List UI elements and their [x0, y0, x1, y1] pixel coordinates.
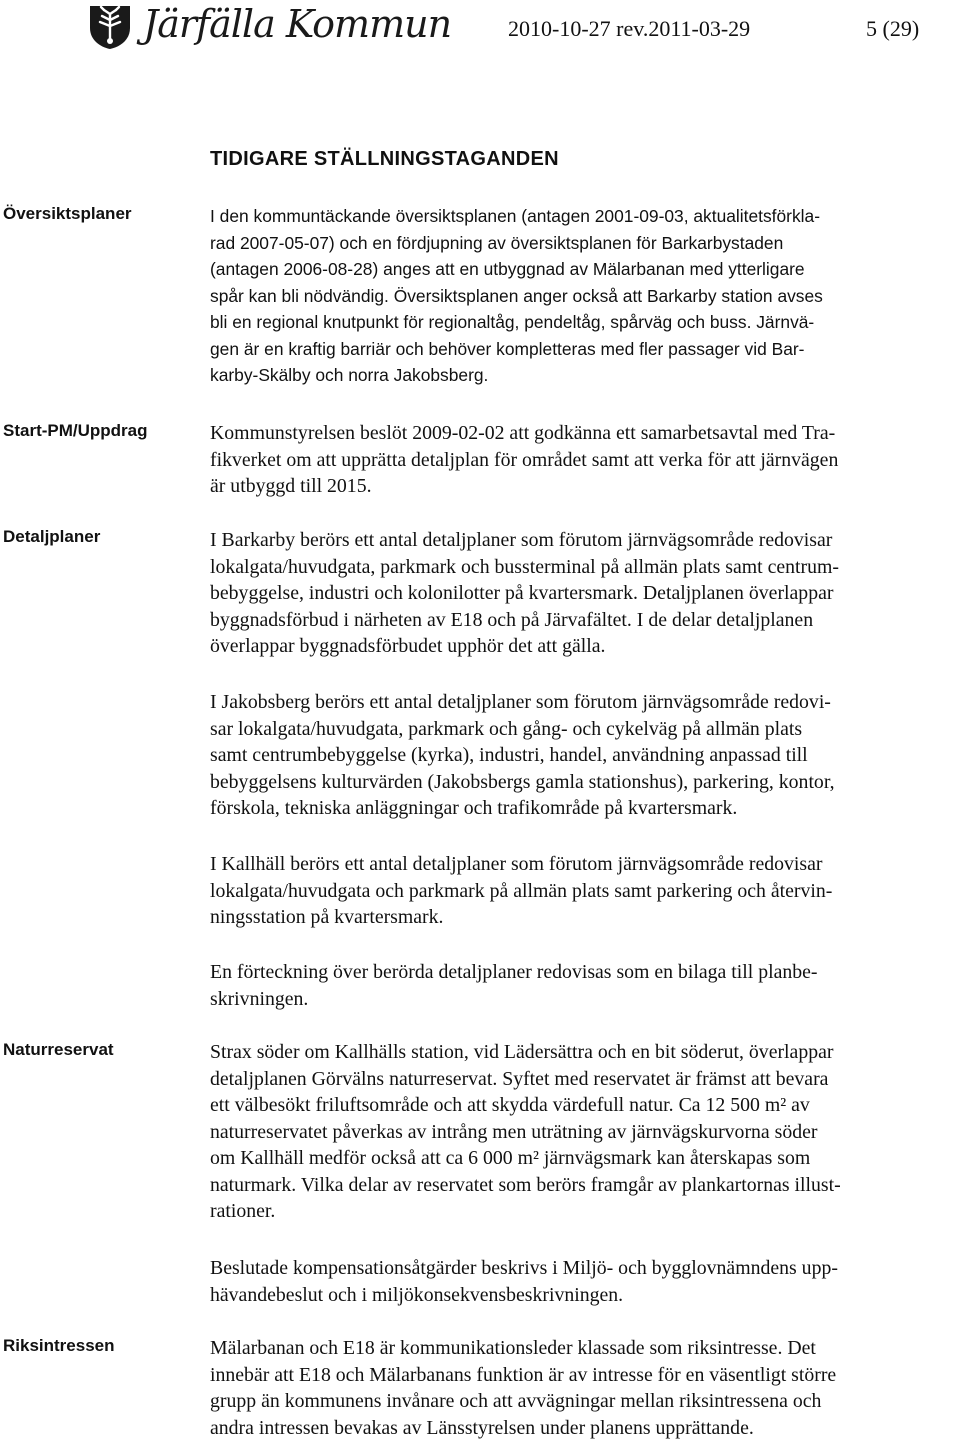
text-line: Beslutade kompensationsåtgärder beskrivs i Miljö- och bygglovnämndens upp-	[210, 1257, 838, 1279]
text-line: grupp än kommunens invånare och att avvägningar mellan riksintressena och	[210, 1390, 822, 1412]
text-line: En förteckning över berörda detaljplaner redovisas som en bilaga till planbe-	[210, 961, 818, 983]
side-label-naturreservat: Naturreservat	[3, 1040, 114, 1059]
text-line: fikverket om att upprätta detaljplan för området samt att verka för att järnvägen	[210, 448, 839, 471]
text-line: bli en regional knutpunkt för regionaltåg, pendeltåg, spårväg och buss. Järnvä-	[210, 312, 815, 332]
text-line: karby-Skälby och norra Jakobsberg.	[210, 365, 489, 385]
paragraph-oversiktsplaner	[210, 203, 955, 389]
text-line: förskola, tekniska anläggningar och trafikområde på kvartersmark.	[210, 797, 738, 819]
paragraph-naturreservat	[210, 1039, 955, 1225]
paragraph-detaljplaner-kallhall	[210, 851, 955, 931]
paragraph-start-pm	[210, 420, 955, 500]
side-label-detaljplaner: Detaljplaner	[3, 527, 101, 546]
text-line: andra intressen bevakas av Länsstyrelsen under planens upprättande.	[210, 1416, 754, 1439]
text-line: skrivningen.	[210, 987, 309, 1010]
text-line: Strax söder om Kallhälls station, vid Lädersättra och en bit söderut, överlappar	[210, 1041, 834, 1063]
text-line: naturreservatet påverkas av intrång men uträtning av järnvägskurvorna söder	[210, 1120, 818, 1143]
text-line: ningsstation på kvartersmark.	[210, 906, 444, 928]
text-line: lokalgata/huvudgata, parkmark och bussterminal på allmän plats samt centrum-	[210, 555, 839, 578]
text-line: sar lokalgata/huvudgata, parkmark och gång- och cykelväg på allmän plats	[210, 717, 803, 740]
text-line: om Kallhäll medför också att ca 6 000 m² järnvägsmark kan återskapas som	[210, 1147, 811, 1169]
text-line: rad 2007-05-07) och en fördjupning av översiktsplanen för Barkarbystaden	[210, 232, 784, 253]
text-line: gen är en kraftig barriär och behöver kompletteras med fler passager vid Bar-	[210, 338, 805, 359]
paragraph-kompensationsatgarder	[210, 1255, 955, 1308]
document-date: 2010-10-27 rev.2011-03-29	[508, 16, 751, 41]
text-line: spår kan bli nödvändig. Översiktsplanen anger också att Barkarby station avses	[210, 285, 823, 306]
paragraph-detaljplaner-bilaga	[210, 959, 955, 1012]
page-header	[0, 0, 960, 60]
text-line: överlappar byggnadsförbudet upphör det att gälla.	[210, 635, 606, 657]
text-line: rationer.	[210, 1200, 276, 1222]
text-line: I Jakobsberg berörs ett antal detaljplaner som förutom järnvägsområde redovi-	[210, 691, 831, 713]
side-label-oversiktsplaner: Översiktsplaner	[3, 204, 132, 223]
paragraph-detaljplaner-barkarby	[210, 527, 955, 660]
municipality-logo-text: Järfälla Kommun	[143, 2, 452, 46]
side-label-start-pm-uppdrag: Start-PM/Uppdrag	[3, 421, 148, 440]
text-line: I den kommuntäckande översiktsplanen (antagen 2001-09-03, aktualitetsförkla-	[210, 206, 820, 226]
text-line: ett välbesökt friluftsområde och att skydda värdefull natur. Ca 12 500 m² av	[210, 1094, 810, 1116]
text-line: är utbyggd till 2015.	[210, 475, 372, 497]
side-label-riksintressen: Riksintressen	[3, 1336, 115, 1355]
text-line: Mälarbanan och E18 är kommunikationsleder klassade som riksintresse. Det	[210, 1337, 816, 1359]
text-line: naturmark. Vilka delar av reservatet som berörs framgår av plankartornas illust-	[210, 1173, 841, 1196]
text-line: innebär att E18 och Mälarbanans funktion är av intresse för en väsentligt större	[210, 1363, 837, 1386]
text-line: detaljplanen Görvälns naturreservat. Syftet med reservatet är främst att bevara	[210, 1067, 829, 1090]
text-line: bebyggelse, industri och kolonilotter på kvartersmark. Detaljplanen överlappar	[210, 582, 834, 604]
text-line: hävandebeslut och i miljökonsekvensbeskrivningen.	[210, 1283, 624, 1306]
text-line: byggnadsförbud i närheten av E18 och på Järvafältet. I de delar detaljplanen	[210, 608, 814, 631]
text-line: bebyggelsens kulturvärden (Jakobsbergs gamla stationshus), parkering, kontor,	[210, 770, 835, 793]
text-line: I Barkarby berörs ett antal detaljplaner som förutom järnvägsområde redovisar	[210, 529, 833, 551]
section-heading: TIDIGARE STÄLLNINGSTAGANDEN	[210, 148, 559, 170]
page-number: 5 (29)	[866, 16, 920, 41]
text-line: Kommunstyrelsen beslöt 2009-02-02 att godkänna ett samarbetsavtal med Tra-	[210, 422, 836, 444]
municipal-coat-of-arms-icon	[88, 4, 132, 50]
text-line: I Kallhäll berörs ett antal detaljplaner som förutom järnvägsområde redovisar	[210, 853, 823, 875]
paragraph-detaljplaner-jakobsberg	[210, 689, 955, 822]
text-line: (antagen 2006-08-28) anges att en utbyggnad av Mälarbanan med ytterligare	[210, 259, 805, 279]
paragraph-riksintressen	[210, 1335, 955, 1441]
text-line: samt centrumbebyggelse (kyrka), industri, handel, användning anpassad till	[210, 744, 808, 766]
text-line: lokalgata/huvudgata och parkmark på allmän plats samt parkering och återvin-	[210, 879, 833, 902]
